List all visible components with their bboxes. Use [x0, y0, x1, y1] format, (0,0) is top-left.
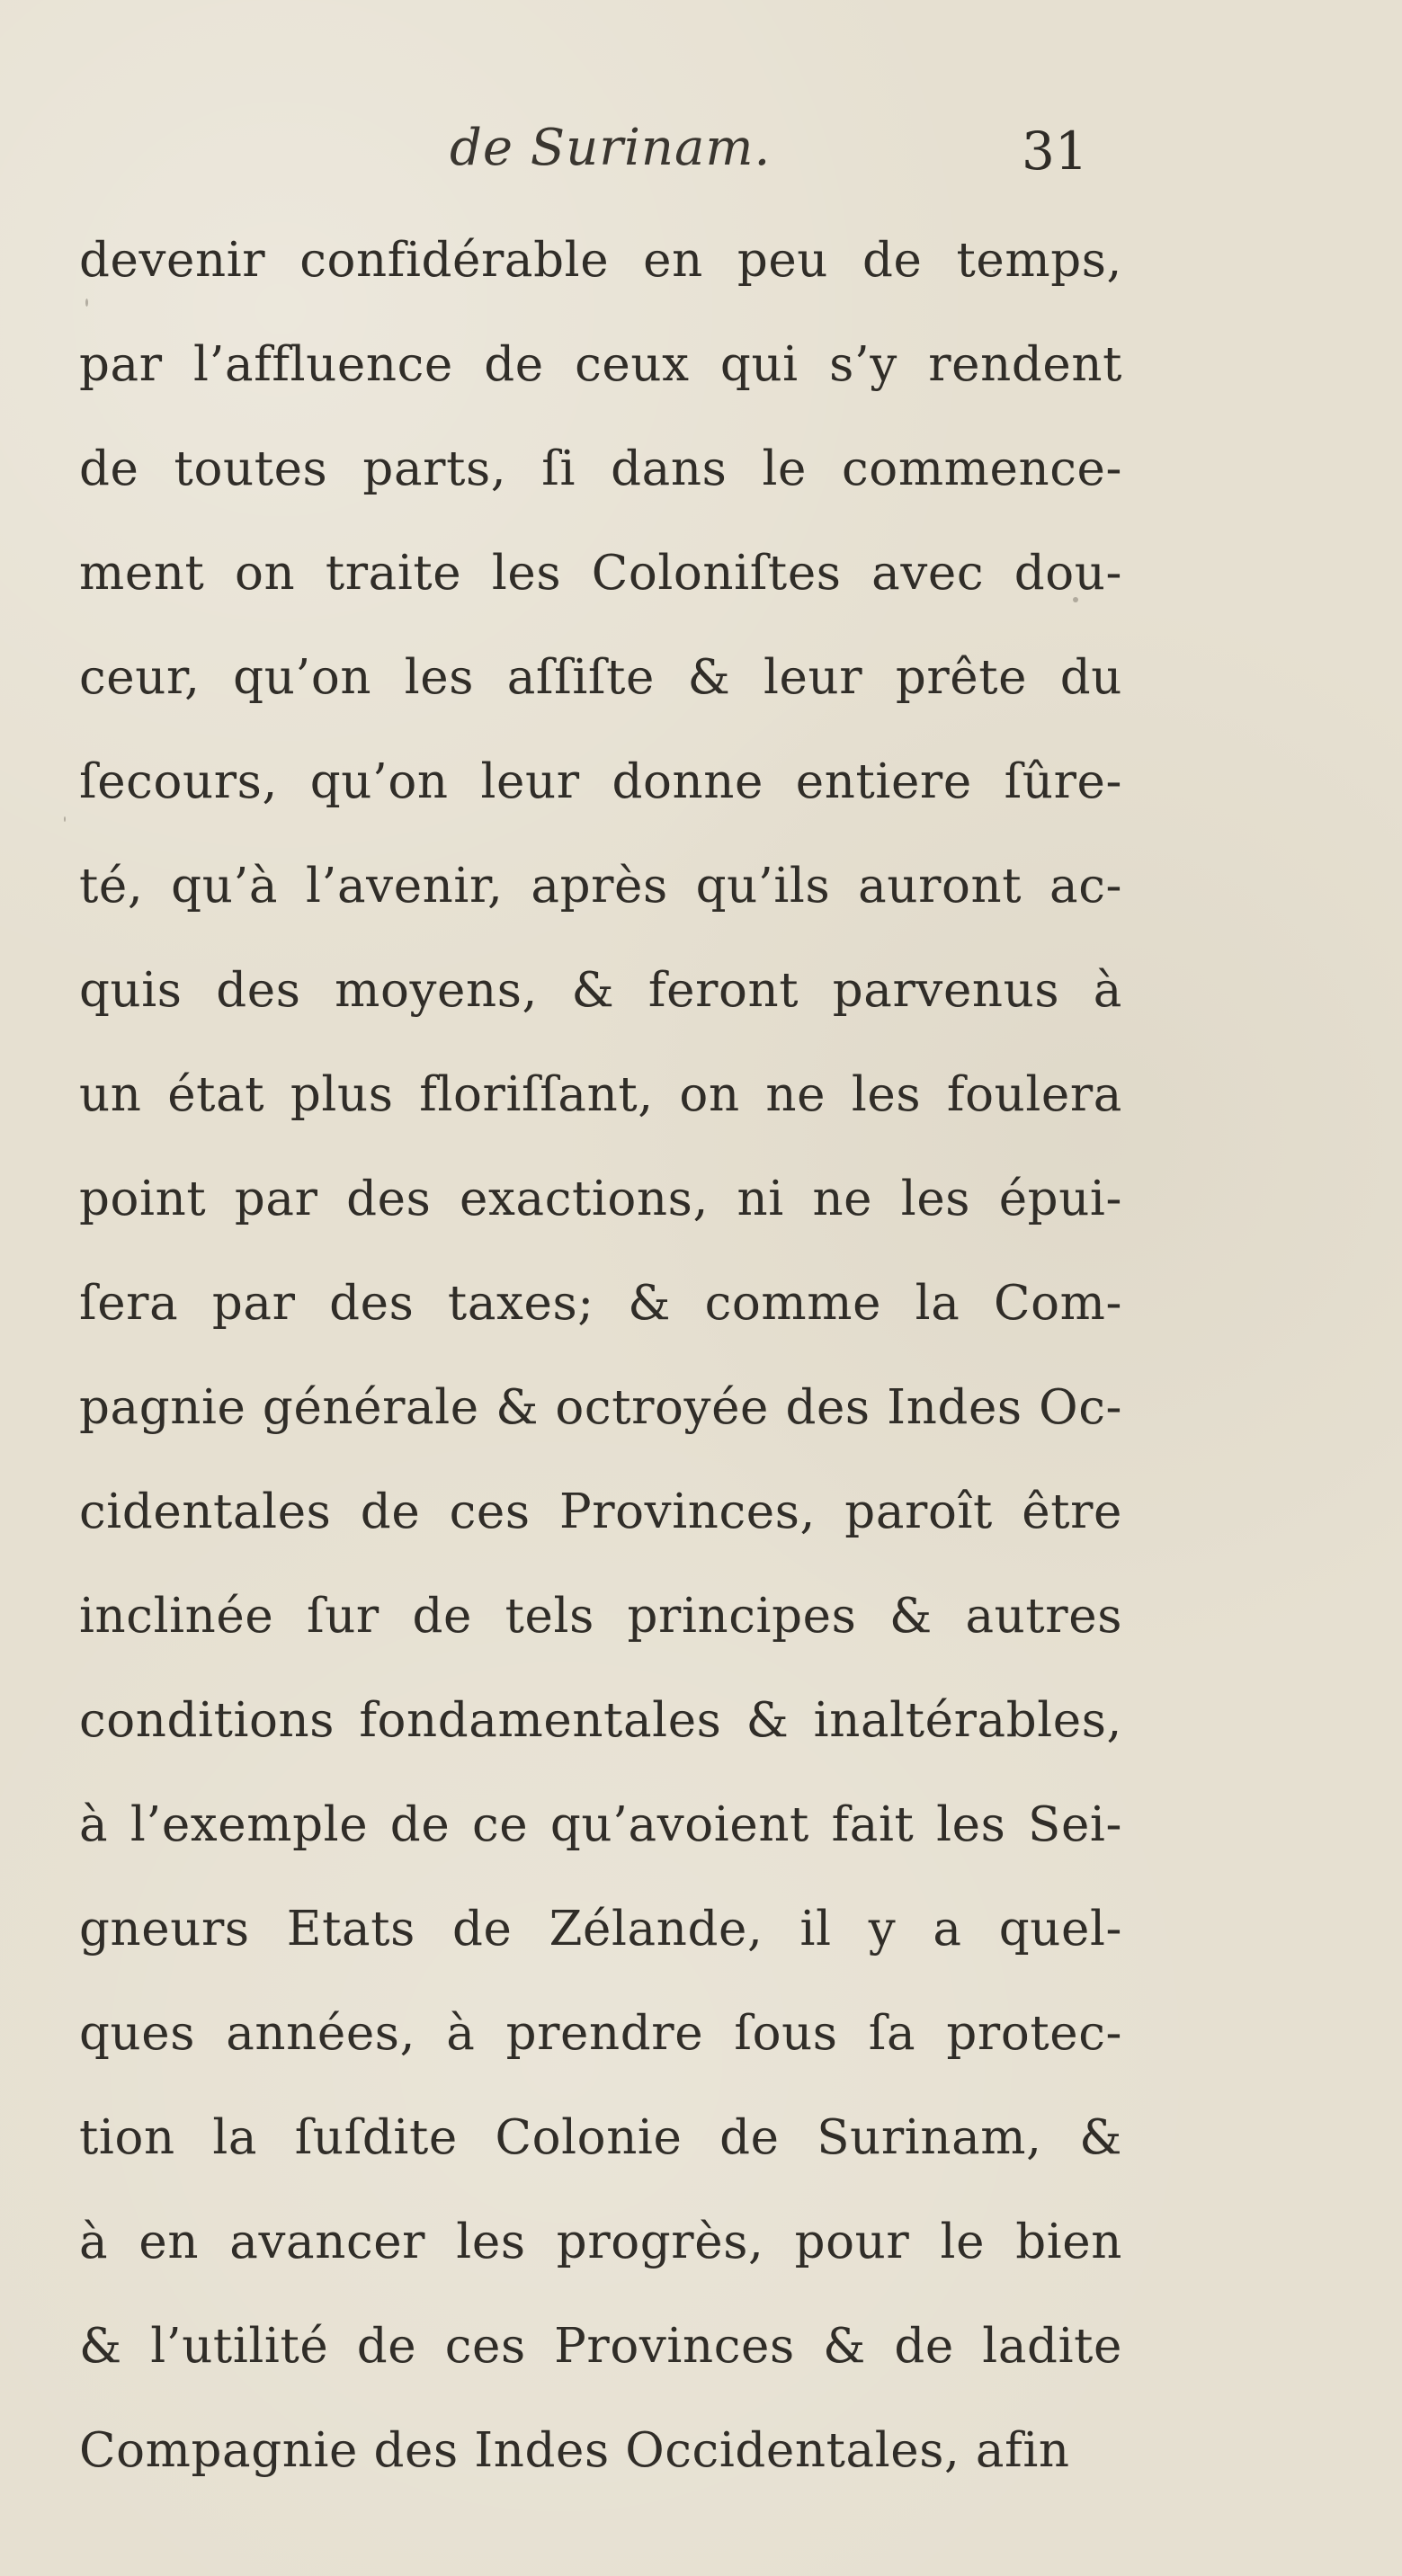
- text-line: inclinée ſur de tels principes & autres: [79, 1589, 1122, 1644]
- text-line: quis des moyens, & feront parvenus à: [79, 963, 1122, 1018]
- text-line: ceur, qu’on les aſſiſte & leur prête du: [79, 650, 1122, 705]
- text-line: de toutes parts, ſi dans le commence-: [79, 441, 1122, 496]
- text-line: ſecours, qu’on leur donne entiere ſûre-: [79, 754, 1122, 809]
- text-line: Compagnie des Indes Occidentales, afin: [79, 2423, 1070, 2478]
- paper-speck: [64, 816, 66, 822]
- text-line: & l’utilité de ces Provinces & de ladite: [79, 2319, 1122, 2374]
- text-line: point par des exactions, ni ne les épui-: [79, 1172, 1122, 1226]
- text-line: té, qu’à l’avenir, après qu’ils auront ac-: [79, 859, 1122, 914]
- body-text: [79, 209, 1122, 2503]
- text-line: à l’exemple de ce qu’avoient fait les Sei-: [79, 1797, 1122, 1852]
- text-line: tion la ſuſdite Colonie de Surinam, &: [79, 2110, 1122, 2165]
- text-line: ſera par des taxes; & comme la Com-: [79, 1276, 1122, 1331]
- text-line: ques années, à prendre ſous ſa protec-: [79, 2006, 1122, 2061]
- page-number: 31: [1022, 120, 1088, 182]
- text-line: ment on traite les Coloniſtes avec dou-: [79, 546, 1122, 601]
- text-line: conditions fondamentales & inaltérables,: [79, 1693, 1122, 1748]
- text-line: par l’affluence de ceux qui s’y rendent: [79, 337, 1122, 392]
- running-title: de Surinam.: [450, 119, 772, 177]
- text-line: un état plus floriſſant, on ne les foulera: [79, 1067, 1122, 1122]
- page-header: [0, 119, 1402, 200]
- text-line: cidentales de ces Provinces, paroît être: [79, 1484, 1122, 1539]
- text-line: à en avancer les progrès, pour le bien: [79, 2215, 1122, 2269]
- text-line: pagnie générale & octroyée des Indes Oc-: [79, 1380, 1122, 1435]
- text-line: devenir confidérable en peu de temps,: [79, 233, 1122, 288]
- text-line: gneurs Etats de Zélande, il y a quel-: [79, 1902, 1122, 1957]
